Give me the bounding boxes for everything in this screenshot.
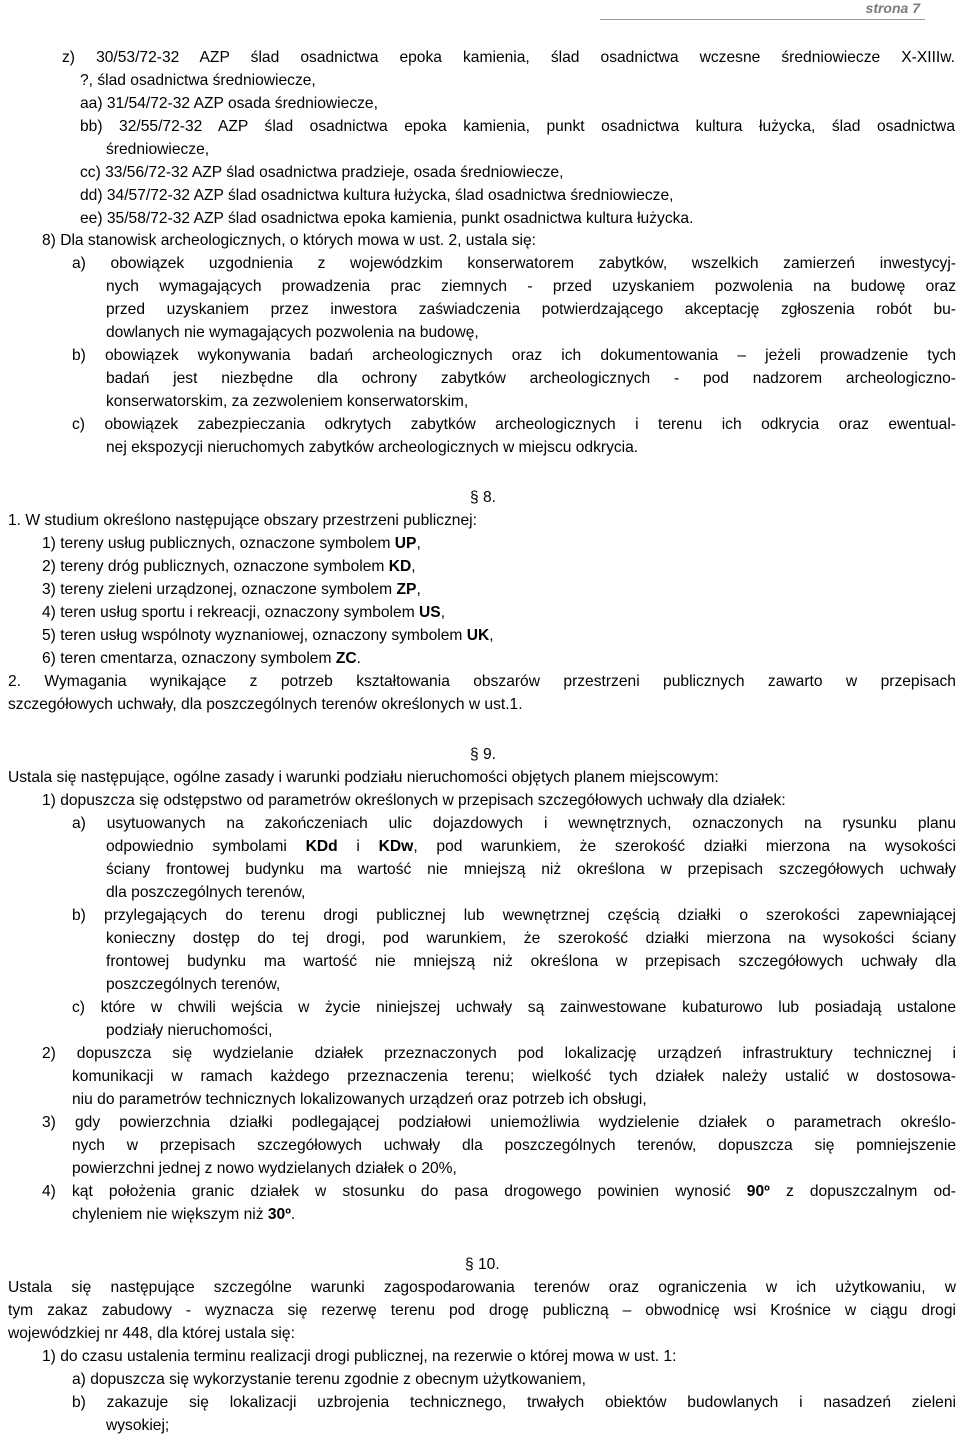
- text-segment: bb) 32/55/72-32 AZP ślad osadnictwa epoka kamienia, punkt osadnictwa kultura łużycka, ślad osadnictwa: [80, 118, 955, 135]
- text-line: [8, 1278, 956, 1297]
- text-segment: .: [290, 1206, 296, 1223]
- text-line: [42, 1113, 956, 1132]
- bold-symbol: UP: [394, 535, 417, 552]
- text-segment: a) obowiązek uzgodnienia z wojewódzkim konserwatorem zabytków, wszelkich zamierzeń inwestycyj-: [72, 255, 956, 272]
- page-header: [0, 0, 960, 24]
- text-line: [8, 1301, 956, 1320]
- text-segment: 5) teren usług wspólnoty wyznaniowej, oznaczony symbolem: [42, 627, 467, 644]
- text-segment: c) obowiązek zabezpieczania odkrytych zabytków archeologicznych i terenu ich odkrycia oraz ewentual-: [72, 416, 956, 433]
- text-segment: b) zakazuje się lokalizacji uzbrojenia technicznego, trwałych obiektów budowlanych i nasadzeń zieleni: [72, 1394, 956, 1411]
- text-line: [106, 1416, 169, 1435]
- text-segment: ,: [440, 604, 446, 621]
- text-segment: b) przylegających do terenu drogi publicznej lub wewnętrznej częścią działki o szerokości zapewniającej: [72, 907, 956, 924]
- text-line: [72, 1205, 295, 1224]
- bold-symbol: KDw: [378, 838, 414, 855]
- bold-symbol: UK: [466, 627, 490, 644]
- text-segment: z) 30/53/72-32 AZP ślad osadnictwa epoka kamienia, ślad osadnictwa wczesne średniowiecze X-XIIIw.: [62, 49, 955, 66]
- text-segment: nych w przepisach szczegółowych uchwały dla poszczególnych terenów, dopuszcza się pomniejszenie: [72, 1137, 956, 1154]
- text-line: [106, 277, 956, 296]
- text-line: [80, 209, 693, 228]
- text-line: [106, 300, 956, 319]
- text-line: [72, 906, 956, 925]
- text-segment: z dopuszczalnym od-: [769, 1183, 956, 1200]
- text-line: [72, 346, 956, 365]
- text-segment: ,: [416, 581, 421, 598]
- text-line: [42, 580, 421, 599]
- text-line: [8, 511, 477, 530]
- text-segment: wysokiej;: [106, 1417, 170, 1434]
- text-line: [8, 695, 523, 714]
- text-line: [106, 323, 479, 342]
- text-segment: chyleniem nie większym niż: [72, 1206, 268, 1223]
- text-segment: poszczególnych terenów,: [106, 976, 281, 993]
- text-segment: 3) gdy powierzchnia działki podlegającej podziałowi uniemożliwia wydzielenie działek o parametrach określo-: [42, 1114, 956, 1131]
- text-line: [80, 117, 955, 136]
- text-segment: 1) do czasu ustalenia terminu realizacji drogi publicznej, na rezerwie o której mowa w ust. 1:: [42, 1348, 677, 1365]
- text-line: [106, 975, 280, 994]
- bold-symbol: KD: [388, 558, 412, 575]
- text-segment: i: [337, 838, 379, 855]
- text-segment: Ustala się następujące szczególne warunki zagospodarowania terenów oraz ograniczenia w ich użytkowaniu, w: [8, 1279, 956, 1296]
- text-line: [80, 186, 673, 205]
- text-segment: a) dopuszcza się wykorzystanie terenu zgodnie z obecnym użytkowaniem,: [72, 1371, 586, 1388]
- bold-symbol: US: [419, 604, 441, 621]
- text-line: [72, 415, 956, 434]
- text-line: [42, 1182, 956, 1201]
- text-segment: wojewódzkiej nr 448, dla której ustala się:: [8, 1325, 295, 1342]
- text-line: [106, 369, 956, 388]
- text-line: [80, 94, 378, 113]
- text-line: [42, 1347, 676, 1366]
- text-line: [72, 1090, 647, 1109]
- text-line: [42, 626, 494, 645]
- text-segment: dla poszczególnych terenów,: [106, 884, 306, 901]
- text-segment: odpowiednio symbolami: [106, 838, 306, 855]
- text-line: [106, 1021, 272, 1040]
- text-segment: ,: [489, 627, 494, 644]
- text-segment: .: [356, 650, 361, 667]
- text-segment: nych wymagających prowadzenia prac ziemnych - przed uzyskaniem pozwolenia na budowę oraz: [106, 278, 956, 295]
- header-rule: [600, 19, 925, 20]
- text-segment: , pod warunkiem, że szerokość działki mierzona na wysokości: [413, 838, 956, 855]
- text-segment: ściany frontowej budynku ma wartość nie mniejszą niż określona w przepisach szczegółowych uchwały: [106, 861, 956, 878]
- text-segment: 1) tereny usług publicznych, oznaczone symbolem: [42, 535, 395, 552]
- text-line: [106, 883, 305, 902]
- text-line: [80, 163, 563, 182]
- text-segment: 6) teren cmentarza, oznaczony symbolem: [42, 650, 336, 667]
- text-segment: § 8.: [470, 489, 497, 506]
- text-line: [72, 1159, 457, 1178]
- text-segment: 2) dopuszcza się wydzielanie działek przeznaczonych pod lokalizację urządzeń infrastruktury technicznej i: [42, 1045, 956, 1062]
- text-line: [42, 231, 536, 250]
- text-line: [72, 1136, 956, 1155]
- text-line: [8, 672, 956, 691]
- text-segment: nej ekspozycji nieruchomych zabytków archeologicznych w miejscu odkrycia.: [106, 439, 639, 456]
- text-segment: a) usytuowanych na zakończeniach ulic dojazdowych i wewnętrznych, oznaczonych na rysunku planu: [72, 815, 956, 832]
- text-line: [42, 603, 445, 622]
- text-line: [72, 254, 956, 273]
- text-line: [42, 1044, 956, 1063]
- text-line: [470, 745, 496, 764]
- text-segment: 4) teren usług sportu i rekreacji, oznaczony symbolem: [42, 604, 420, 621]
- text-line: [470, 488, 496, 507]
- text-segment: § 9.: [470, 746, 497, 763]
- text-line: [8, 768, 719, 787]
- bold-symbol: ZP: [396, 581, 417, 598]
- text-segment: konserwatorskim, za zezwoleniem konserwatorskim,: [106, 393, 469, 410]
- text-line: [72, 1393, 956, 1412]
- bold-symbol: 30º: [267, 1206, 291, 1223]
- text-line: [106, 392, 468, 411]
- text-segment: 4) kąt położenia granic działek w stosunku do pasa drogowego powinien wynosić: [42, 1183, 747, 1200]
- text-line: [106, 140, 209, 159]
- text-line: [80, 71, 316, 90]
- text-segment: szczegółowych uchwały, dla poszczególnych terenów określonych w ust.1.: [8, 696, 523, 713]
- text-line: [42, 791, 786, 810]
- text-segment: c) które w chwili wejścia w życie niniejszej uchwały są zainwestowane kubaturowo lub posiadają ustalone: [72, 999, 956, 1016]
- text-line: [62, 48, 955, 67]
- text-segment: powierzchni jednej z nowo wydzielanych działek o 20%,: [72, 1160, 457, 1177]
- text-line: [106, 952, 956, 971]
- text-segment: 1. W studium określono następujące obszary przestrzeni publicznej:: [8, 512, 477, 529]
- bold-symbol: KDd: [305, 838, 338, 855]
- text-segment: konieczny dostęp do tej drogi, pod warunkiem, że szerokość działki mierzona na wysokości ściany: [106, 930, 956, 947]
- text-segment: ,: [411, 558, 416, 575]
- text-segment: przed uzyskaniem przez inwestora zaświadczenia potwierdzającego akceptację zgłoszenia robót bu-: [106, 301, 956, 318]
- text-segment: badań jest niezbędne dla ochrony zabytków archeologicznych - pod nadzorem archeologiczno-: [106, 370, 956, 387]
- text-segment: ee) 35/58/72-32 AZP ślad osadnictwa epoka kamienia, punkt osadnictwa kultura łużycka.: [80, 210, 694, 227]
- bold-symbol: 90º: [746, 1183, 770, 1200]
- text-segment: frontowej budynku ma wartość nie mniejszą niż określona w przepisach szczegółowych uchwały dla: [106, 953, 956, 970]
- text-line: [465, 1255, 500, 1274]
- text-line: [42, 557, 416, 576]
- text-line: [106, 837, 956, 856]
- text-line: [42, 649, 361, 668]
- page-number-label: strona 7: [865, 0, 920, 16]
- text-line: [72, 1067, 956, 1086]
- bold-symbol: ZC: [335, 650, 357, 667]
- text-segment: 3) tereny zieleni urządzonej, oznaczone symbolem: [42, 581, 397, 598]
- text-line: [72, 998, 956, 1017]
- text-segment: cc) 33/56/72-32 AZP ślad osadnictwa pradzieje, osada średniowiecze,: [80, 164, 564, 181]
- text-segment: ?, ślad osadnictwa średniowiecze,: [80, 72, 316, 89]
- text-line: [106, 929, 956, 948]
- text-segment: niu do parametrów technicznych lokalizowanych urządzeń oraz potrzeb ich obsługi,: [72, 1091, 647, 1108]
- text-segment: 1) dopuszcza się odstępstwo od parametrów określonych w przepisach szczegółowych uchwały dla działek:: [42, 792, 786, 809]
- text-segment: dowlanych nie wymagających pozwolenia na budowę,: [106, 324, 479, 341]
- text-segment: 8) Dla stanowisk archeologicznych, o których mowa w ust. 2, ustala się:: [42, 232, 537, 249]
- text-line: [42, 534, 421, 553]
- text-line: [8, 1324, 295, 1343]
- text-segment: 2. Wymagania wynikające z potrzeb kształtowania obszarów przestrzeni publicznych zawarto w przepisach: [8, 673, 956, 690]
- text-segment: 2) tereny dróg publicznych, oznaczone symbolem: [42, 558, 389, 575]
- text-line: [72, 1370, 586, 1389]
- text-line: [106, 860, 956, 879]
- text-segment: b) obowiązek wykonywania badań archeologicznych oraz ich dokumentowania – jeżeli prowadzenie tych: [72, 347, 956, 364]
- text-segment: komunikacji w ramach każdego przeznaczenia terenu; wielkość tych działek należy ustalić w dostosowa-: [72, 1068, 956, 1085]
- text-line: [106, 438, 638, 457]
- text-segment: aa) 31/54/72-32 AZP osada średniowiecze,: [80, 95, 378, 112]
- text-line: [72, 814, 956, 833]
- text-segment: dd) 34/57/72-32 AZP ślad osadnictwa kultura łużycka, ślad osadnictwa średniowiecze,: [80, 187, 674, 204]
- text-segment: tym zakaz zabudowy - wyznacza się rezerwę terenu pod drogę publiczną – obwodnicę wsi Krośnice w ciągu drogi: [8, 1302, 956, 1319]
- text-segment: ,: [416, 535, 421, 552]
- text-segment: Ustala się następujące, ogólne zasady i warunki podziału nieruchomości objętych planem miejscowym:: [8, 769, 719, 786]
- text-segment: podziały nieruchomości,: [106, 1022, 273, 1039]
- text-segment: średniowiecze,: [106, 141, 210, 158]
- text-segment: § 10.: [465, 1256, 500, 1273]
